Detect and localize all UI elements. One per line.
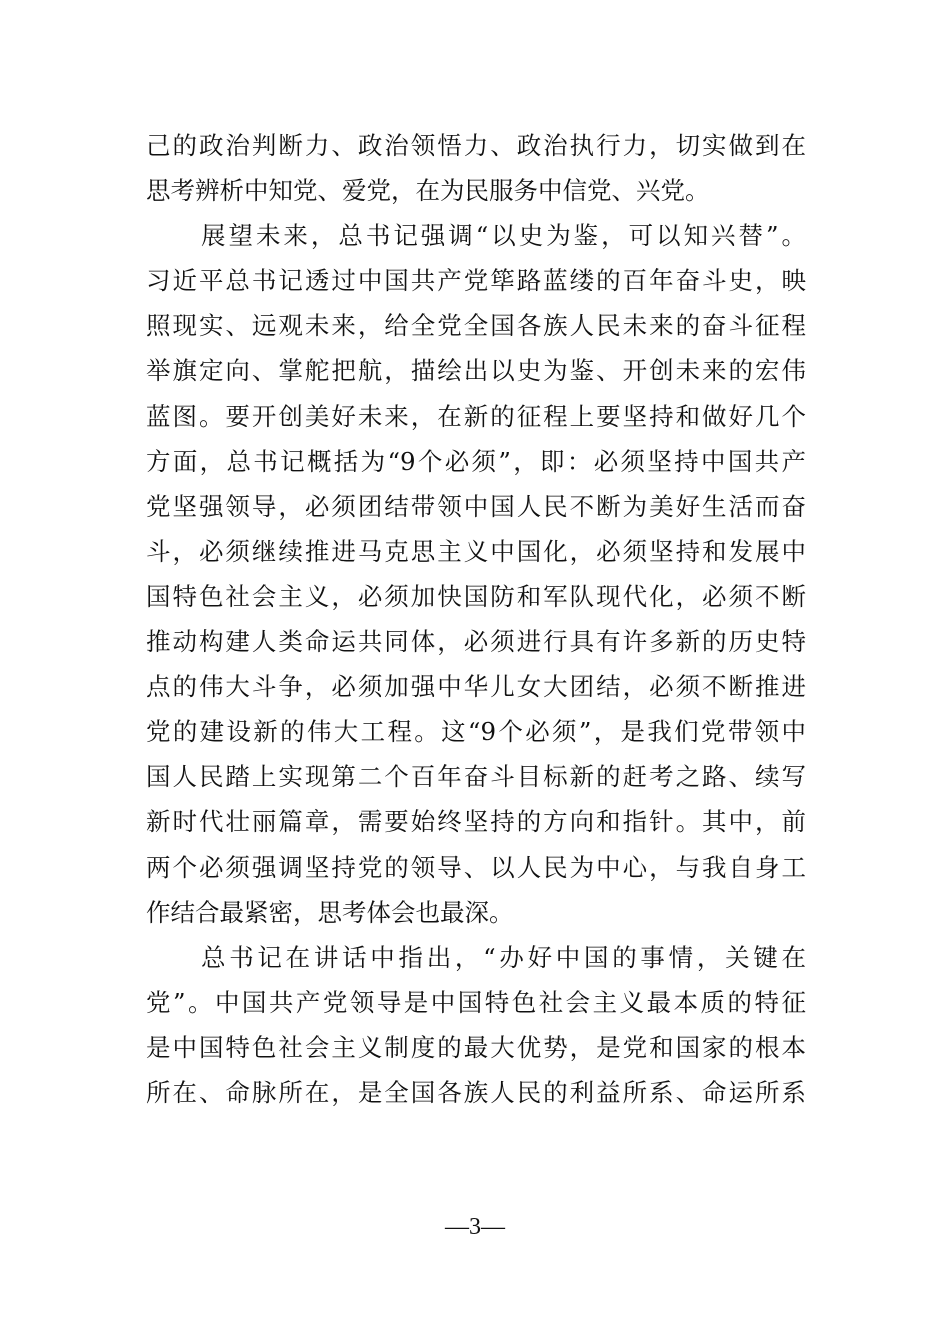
text-line-19: 总书记在讲话中指出，“办好中国的事情，关键在 [201, 942, 806, 972]
text-line-10: 斗，必须继续推进马克思主义中国化，必须坚持和发展中 [146, 536, 806, 566]
page-number: —3— [445, 1214, 505, 1240]
text-line-14: 党的建设新的伟大工程。这“9个必须”，是我们党带领中 [146, 717, 806, 747]
text-line-1: 己的政治判断力、政治领悟力、政治执行力，切实做到在 [146, 131, 806, 160]
text-line-6: 举旗定向、掌舵把航，描绘出以史为鉴、开创未来的宏伟 [146, 356, 806, 386]
text-line-17: 两个必须强调坚持党的领导、以人民为中心，与我自身工 [146, 852, 806, 882]
text-line-22: 所在、命脉所在，是全国各族人民的利益所系、命运所系 [146, 1077, 806, 1107]
text-line-20: 党”。中国共产党领导是中国特色社会主义最本质的特征 [146, 987, 806, 1017]
text-line-12: 推动构建人类命运共同体，必须进行具有许多新的历史特 [146, 627, 806, 657]
text-line-16: 新时代壮丽篇章，需要始终坚持的方向和指针。其中，前 [146, 807, 806, 837]
text-line-7: 蓝图。要开创美好未来，在新的征程上要坚持和做好几个 [146, 401, 806, 431]
text-line-15: 国人民踏上实现第二个百年奋斗目标新的赶考之路、续写 [146, 762, 806, 792]
text-line-13: 点的伟大斗争，必须加强中华儿女大团结，必须不断推进 [146, 672, 806, 702]
text-line-11: 国特色社会主义，必须加快国防和军队现代化，必须不断 [146, 581, 806, 611]
text-line-2: 思考辨析中知党、爱党，在为民服务中信党、兴党。 [146, 176, 710, 206]
text-line-5: 照现实、远观未来，给全党全国各族人民未来的奋斗征程 [146, 311, 806, 341]
text-line-8: 方面，总书记概括为“9个必须”，即：必须坚持中国共产 [146, 446, 806, 476]
text-line-9: 党坚强领导，必须团结带领中国人民不断为美好生活而奋 [146, 491, 806, 521]
text-line-3: 展望未来，总书记强调“以史为鉴，可以知兴替”。 [201, 221, 806, 251]
body-text [146, 123, 806, 1115]
text-line-4: 习近平总书记透过中国共产党筚路蓝缕的百年奋斗史，映 [146, 266, 806, 296]
text-line-18: 作结合最紧密，思考体会也最深。 [146, 897, 514, 927]
text-line-21: 是中国特色社会主义制度的最大优势，是党和国家的根本 [146, 1032, 806, 1062]
